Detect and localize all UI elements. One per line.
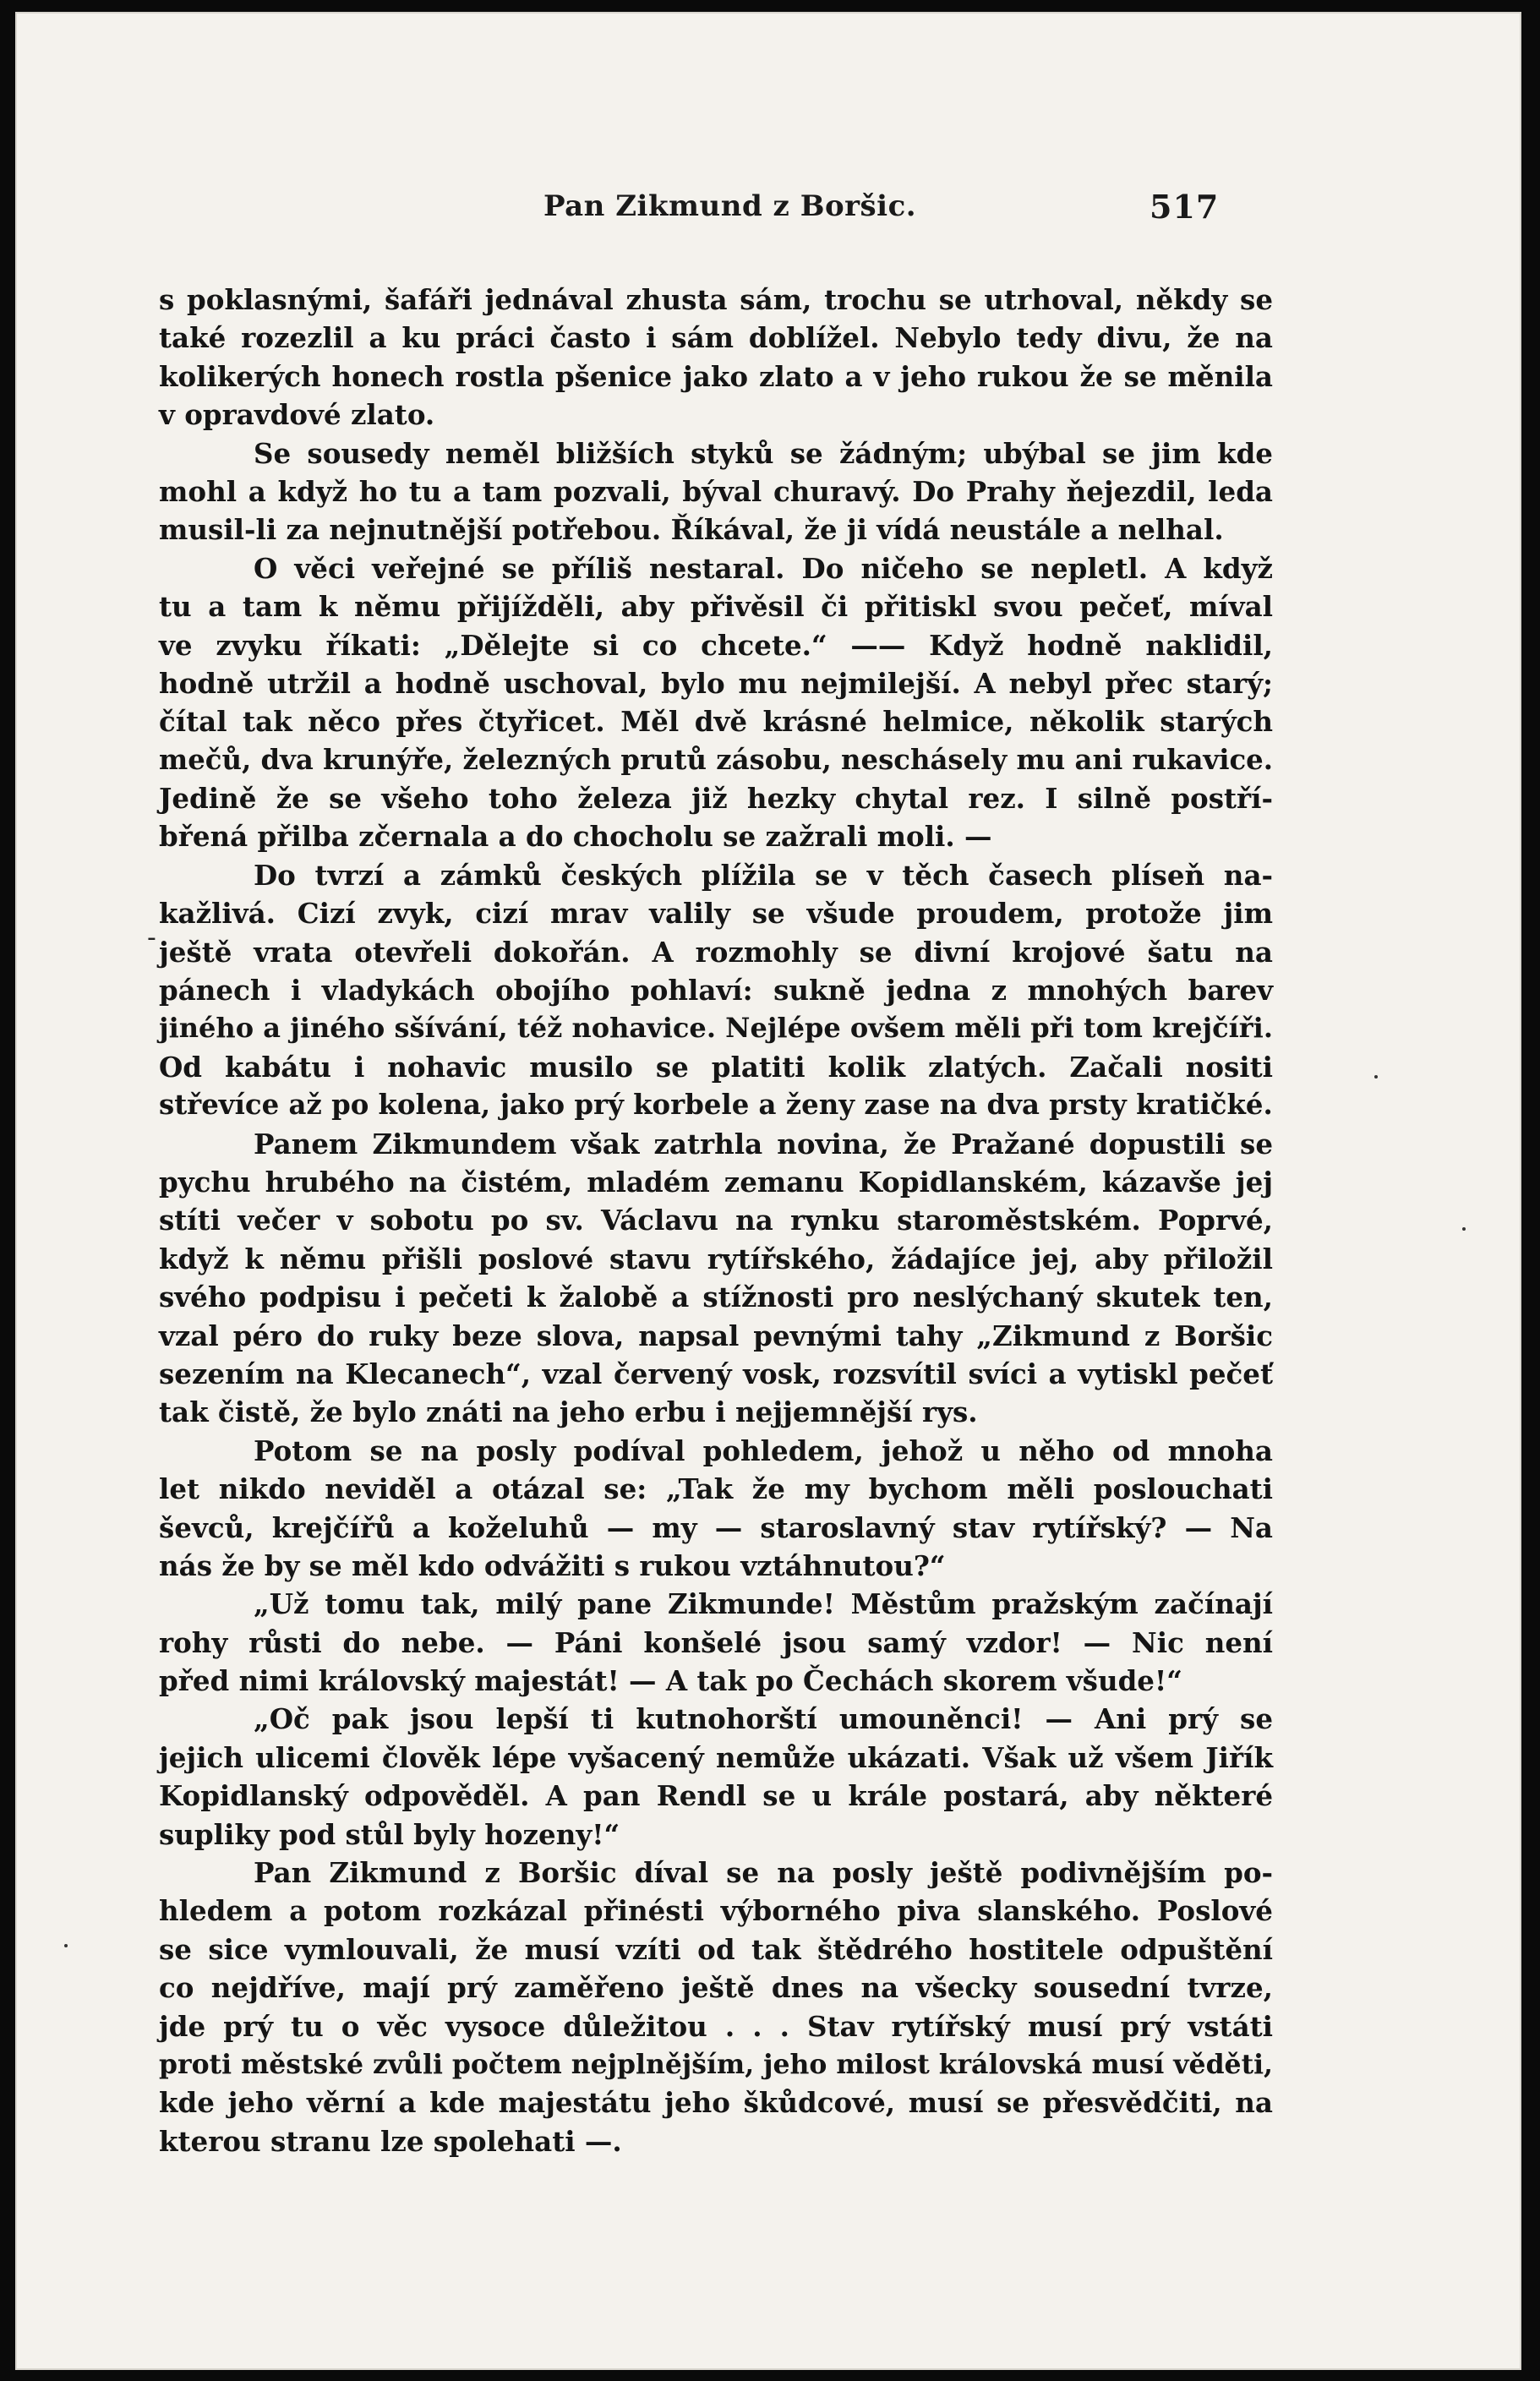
text-line: „Oč pak jsou lepší ti kutnohorští umouněnci! — Ani prý se — [254, 1702, 1273, 1736]
text-line: hledem a potom rozkázal přinésti výborného piva slanského. Poslové — [159, 1894, 1273, 1928]
text-line: také rozezlil a ku práci často i sám doblížel. Nebylo tedy divu, že na — [159, 321, 1273, 355]
paragraph — [159, 281, 1273, 434]
text-line: jejich ulicemi člověk lépe vyšacený nemůže ukázati. Však už všem Jiřík — [159, 1740, 1273, 1774]
text-line: stíti večer v sobotu po sv. Václavu na rynku staroměstském. Poprvé, — [159, 1204, 1273, 1237]
text-line: musil-li za nejnutnější potřebou. Říkával, že ji vídá neustále a nelhal. — [159, 513, 1224, 547]
paragraph — [159, 1585, 1273, 1700]
text-line: Kopidlanský odpověděl. A pan Rendl se u krále postará, aby některé — [159, 1779, 1273, 1813]
text-line: jde prý tu o věc vysoce důležitou . . . Stav rytířský musí prý vstáti — [159, 2009, 1273, 2043]
text-line: kde jeho věrní a kde majestátu jeho škůdcové, musí se přesvědčiti, na — [159, 2086, 1273, 2120]
book-page — [15, 12, 1521, 2370]
text-line: O věci veřejné se příliš nestaral. Do ničeho se nepletl. A když — [254, 551, 1273, 585]
paper-speck — [64, 1944, 68, 1947]
text-line: vzal péro do ruky beze slova, napsal pevnými tahy „Zikmund z Boršic — [159, 1319, 1273, 1352]
paragraph — [159, 1432, 1273, 1586]
text-line: jiného a jiného sšívání, též nohavice. Nejlépe ovšem měli při tom krejčíři. — [159, 1012, 1273, 1045]
text-line: Jedině že se všeho toho železa již hezky chytal rez. I silně postří- — [159, 782, 1273, 816]
text-line: ševců, krejčířů a koželuhů — my — staroslavný stav rytířský? — Na — [159, 1510, 1273, 1544]
text-line: Se sousedy neměl bližších styků se žádným; ubýbal se jim kde — [254, 436, 1273, 470]
text-line: Panem Zikmundem však zatrhla novina, že Pražané dopustili se — [254, 1127, 1273, 1160]
text-line: rohy růsti do nebe. — Páni konšelé jsou samý vzdor! — Nic není — [159, 1625, 1273, 1659]
text-line: když k němu přišli poslové stavu rytířského, žádajíce jej, aby přiložil — [159, 1242, 1273, 1275]
text-line: Od kabátu i nohavic musilo se platiti kolik zlatých. Začali nositi — [159, 1050, 1273, 1084]
text-line: hodně utržil a hodně uschoval, bylo mu nejmilejší. A nebyl přec starý; — [159, 666, 1273, 700]
paragraph — [159, 1700, 1273, 1854]
text-line: kterou stranu lze spolehati —. — [159, 2124, 622, 2158]
text-line: co nejdříve, mají prý zaměřeno ještě dnes na všecky sousední tvrze, — [159, 1971, 1273, 2005]
text-line: sezením na Klecanech“, vzal červený vosk, rozsvítil svíci a vytiskl pečeť — [159, 1357, 1273, 1390]
paragraph — [159, 856, 1273, 1125]
text-line: mečů, dva krunýře, železných prutů zásobu, neschásely mu ani rukavice. — [159, 743, 1273, 776]
paper-speck — [1374, 1075, 1378, 1079]
text-line: proti městské zvůli počtem nejplnějším, jeho milost královská musí věděti, — [159, 2048, 1273, 2080]
paragraph — [159, 549, 1273, 856]
text-line: ještě vrata otevřeli dokořán. A rozmohly se divní krojové šatu na — [159, 935, 1273, 969]
text-line: mohl a když ho tu a tam pozvali, býval churavý. Do Prahy ňejezdil, leda — [159, 474, 1273, 508]
body-text — [159, 281, 1273, 2160]
text-line: tu a tam k němu přijížděli, aby přivěsil či přitiskl svou pečeť, míval — [159, 590, 1273, 624]
text-line: pánech i vladykách obojího pohlaví: sukně jedna z mnohých barev — [159, 974, 1273, 1008]
text-line: kažlivá. Cizí zvyk, cizí mrav valily se všude proudem, protože jim — [159, 897, 1273, 931]
paragraph — [159, 1125, 1273, 1432]
text-line: nás že by se měl kdo odvážiti s rukou vztáhnutou?“ — [159, 1548, 946, 1582]
margin-mark: - — [147, 923, 156, 953]
text-line: před nimi královský majestát! — A tak po Čechách skorem všude!“ — [159, 1664, 1182, 1698]
text-line: tak čistě, že bylo znáti na jeho erbu i nejjemnější rys. — [159, 1395, 978, 1429]
text-line: supliky pod stůl byly hozeny!“ — [159, 1817, 620, 1851]
text-line: Potom se na posly podíval pohledem, jehož u něho od mnoha — [254, 1434, 1273, 1467]
text-line: Do tvrzí a zámků českých plížila se v těch časech plíseň na- — [254, 858, 1273, 892]
paragraph — [159, 434, 1273, 549]
text-line: let nikdo neviděl a otázal se: „Tak že my bychom měli poslouchati — [159, 1472, 1273, 1506]
text-line: střevíce až po kolena, jako prý korbele a ženy zase na dva prsty kratičké. — [159, 1089, 1273, 1122]
paper-speck — [1462, 1227, 1466, 1231]
text-line: pychu hrubého na čistém, mladém zemanu Kopidlanském, kázavše jej — [159, 1165, 1273, 1199]
text-line: svého podpisu i pečeti k žalobě a stížnosti pro neslýchaný skutek ten, — [159, 1281, 1273, 1314]
text-line: v opravdové zlato. — [159, 398, 435, 432]
running-title: Pan Zikmund z Boršic. — [543, 189, 917, 223]
running-header — [15, 181, 1521, 232]
text-line: břená přilba zčernala a do chocholu se zažrali moli. — — [159, 820, 992, 854]
text-line: „Už tomu tak, milý pane Zikmunde! Městům pražským začínají — [254, 1587, 1273, 1621]
text-line: s poklasnými, šafáři jednával zhusta sám, trochu se utrhoval, někdy se — [159, 283, 1273, 316]
text-line: čítal tak něco přes čtyřicet. Měl dvě krásné helmice, několik starých — [159, 705, 1273, 739]
paragraph — [159, 1854, 1273, 2160]
text-line: se sice vymlouvali, že musí vzíti od tak štědrého hostitele odpuštění — [159, 1932, 1273, 1966]
text-line: kolikerých honech rostla pšenice jako zlato a v jeho rukou že se měnila — [159, 359, 1273, 393]
text-line: Pan Zikmund z Boršic díval se na posly ještě podivnějším po- — [254, 1856, 1273, 1890]
page-number: 517 — [1150, 188, 1220, 226]
text-line: ve zvyku říkati: „Dělejte si co chcete.“ —— Když hodně naklidil, — [159, 628, 1273, 662]
